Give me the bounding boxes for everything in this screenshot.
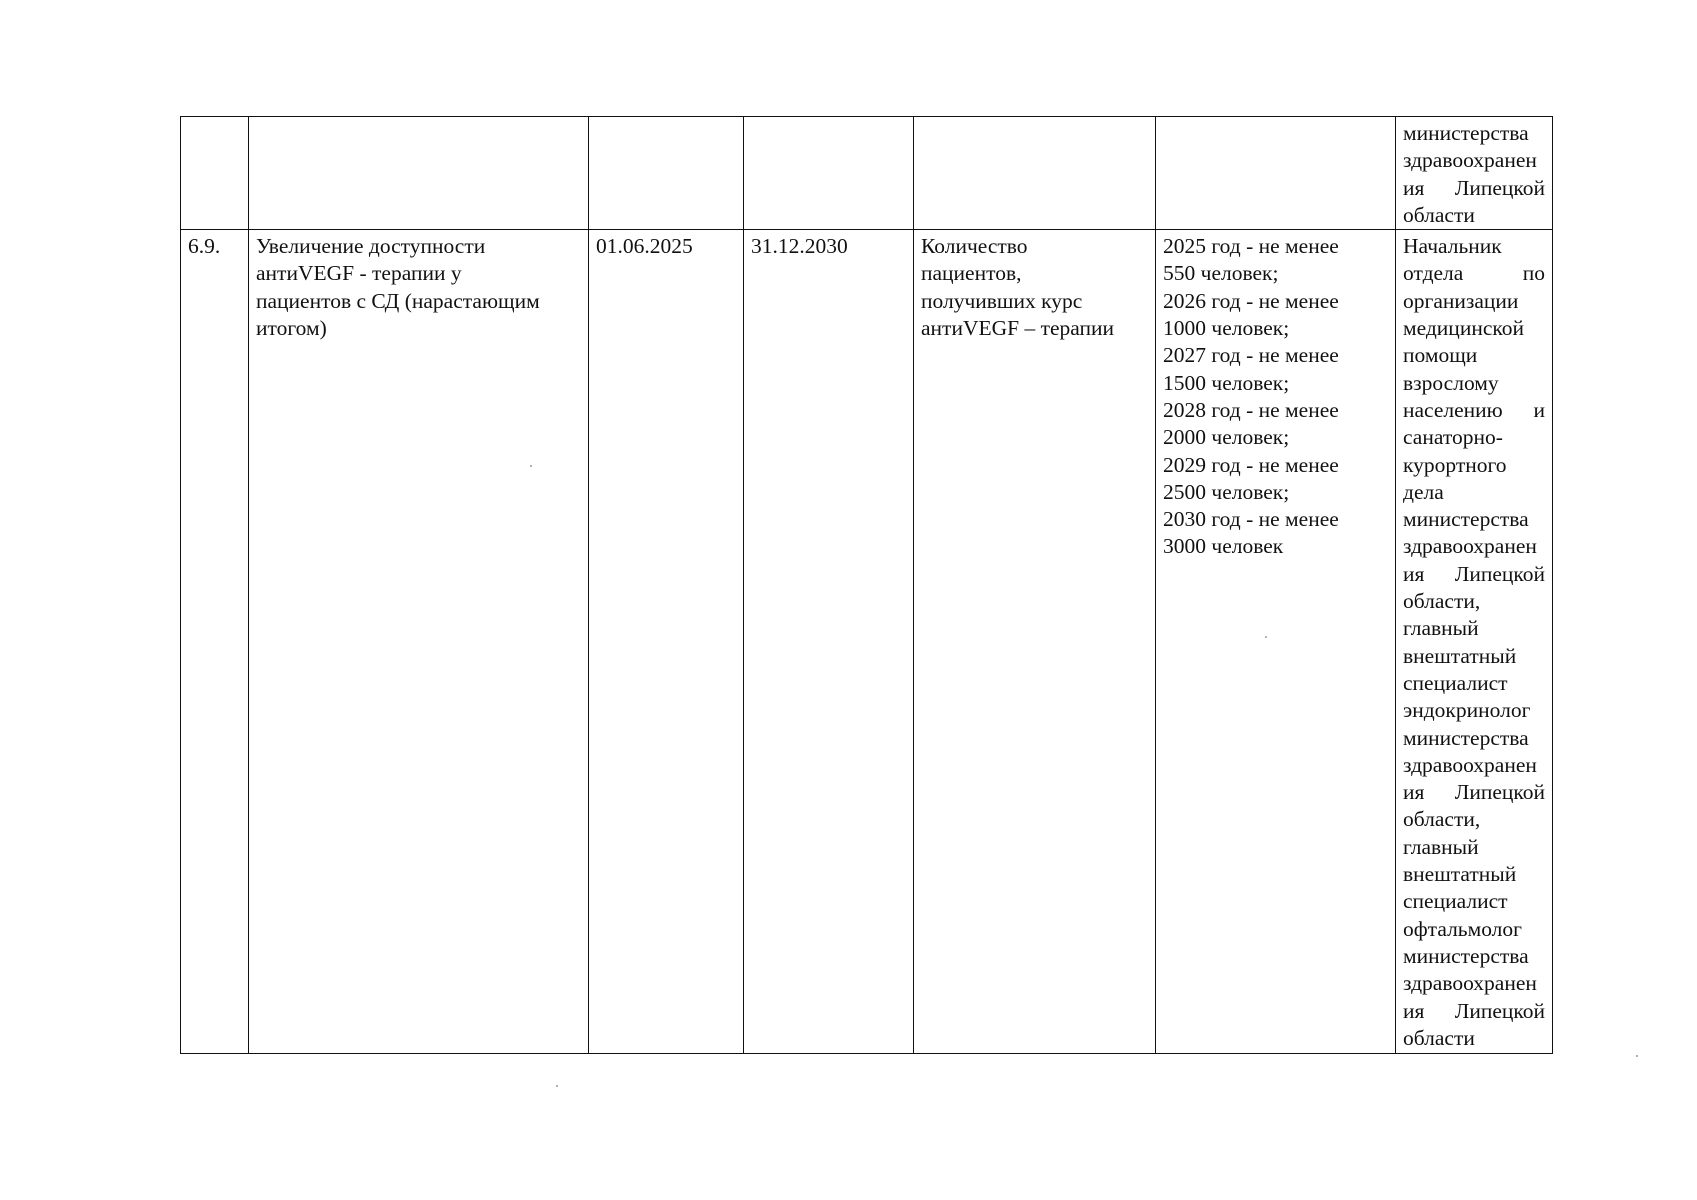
target-line: 550 человек; xyxy=(1163,261,1279,286)
scan-speck xyxy=(1265,636,1267,638)
text-line: антиVEGF – терапии xyxy=(921,316,1115,341)
text-line: санаторно- xyxy=(1403,425,1503,450)
text-line: здравоохранен xyxy=(1403,752,1537,777)
target-line: 1500 человек; xyxy=(1163,370,1290,395)
text-line: эндокринолог xyxy=(1403,698,1531,723)
word: ия xyxy=(1403,998,1425,1023)
target-line: 2028 год - не менее xyxy=(1163,397,1339,422)
text-line: помощи xyxy=(1403,343,1478,368)
word: Липецкой xyxy=(1454,780,1545,805)
target-line: 1000 человек; xyxy=(1163,316,1290,341)
text-line: главный xyxy=(1403,616,1479,641)
text-line: курортного xyxy=(1403,452,1507,477)
text-line: антиVEGF - терапии у xyxy=(256,261,462,286)
text-line: области xyxy=(1403,202,1475,227)
word: Липецкой xyxy=(1454,175,1545,200)
cell-start-date: 01.06.2025 xyxy=(589,230,744,1054)
text-line: офтальмолог xyxy=(1403,916,1522,941)
cell-indicator-empty xyxy=(914,117,1156,230)
text-line: области, xyxy=(1403,589,1481,614)
text-line: взрослому xyxy=(1403,370,1499,395)
text-line xyxy=(1403,779,1545,806)
text-line xyxy=(1403,998,1545,1025)
text-line: области xyxy=(1403,1025,1475,1050)
text-line xyxy=(1403,397,1545,424)
cell-target-empty xyxy=(1156,117,1396,230)
target-line: 2500 человек; xyxy=(1163,479,1290,504)
cell-measure-name xyxy=(249,230,589,1054)
text-line: пациентов, xyxy=(921,261,1022,286)
cell-number: 6.9. xyxy=(181,230,249,1054)
word: Липецкой xyxy=(1454,998,1545,1023)
text-line: специалист xyxy=(1403,889,1508,914)
text-line: области, xyxy=(1403,807,1481,832)
text-line: Количество xyxy=(921,234,1028,259)
text-line xyxy=(1403,260,1545,287)
text-line: внештатный xyxy=(1403,643,1517,668)
target-line: 2029 год - не менее xyxy=(1163,452,1339,477)
text-line: здравоохранен xyxy=(1403,148,1537,173)
text-line: внештатный xyxy=(1403,862,1517,887)
cell-responsible-previous xyxy=(1396,117,1553,230)
text-line: министерства xyxy=(1403,725,1529,750)
cell-start-empty xyxy=(589,117,744,230)
word: ия xyxy=(1403,780,1425,805)
target-line: 2000 человек; xyxy=(1163,425,1290,450)
plan-table xyxy=(180,116,1553,1054)
text-line: итогом) xyxy=(256,316,327,341)
text-line: Увеличение доступности xyxy=(256,234,486,259)
word: населению xyxy=(1403,397,1503,422)
text-line: министерства xyxy=(1403,121,1529,145)
word: Липецкой xyxy=(1454,561,1545,586)
text-line xyxy=(1403,175,1545,202)
scan-speck xyxy=(530,465,532,467)
cell-name-empty xyxy=(249,117,589,230)
cell-end-empty xyxy=(744,117,914,230)
table-row-6-9 xyxy=(181,230,1553,1054)
table-row-previous xyxy=(181,117,1553,230)
text-line: главный xyxy=(1403,834,1479,859)
word: ия xyxy=(1403,175,1425,200)
cell-number-empty xyxy=(181,117,249,230)
target-line: 3000 человек xyxy=(1163,534,1284,559)
text-line: Начальник xyxy=(1403,234,1502,259)
scan-speck xyxy=(1636,1055,1638,1057)
cell-target-values xyxy=(1156,230,1396,1054)
text-line: организации xyxy=(1403,288,1519,313)
cell-indicator xyxy=(914,230,1156,1054)
text-line: пациентов с СД (нарастающим xyxy=(256,288,540,313)
target-line: 2025 год - не менее xyxy=(1163,234,1339,259)
scan-speck xyxy=(556,1085,558,1087)
text-line: получивших курс xyxy=(921,288,1083,313)
word: ия xyxy=(1403,561,1425,586)
text-line: здравоохранен xyxy=(1403,534,1537,559)
word: по xyxy=(1522,261,1545,286)
cell-end-date: 31.12.2030 xyxy=(744,230,914,1054)
text-line xyxy=(1403,561,1545,588)
text-line: здравоохранен xyxy=(1403,971,1537,996)
text-line: специалист xyxy=(1403,670,1508,695)
word: отдела xyxy=(1403,261,1464,286)
cell-responsible xyxy=(1396,230,1553,1054)
target-line: 2030 год - не менее xyxy=(1163,507,1339,532)
text-line: медицинской xyxy=(1403,316,1524,341)
word: и xyxy=(1533,397,1545,422)
text-line: дела xyxy=(1403,479,1444,504)
target-line: 2026 год - не менее xyxy=(1163,288,1339,313)
text-line: министерства xyxy=(1403,943,1529,968)
text-line: министерства xyxy=(1403,507,1529,532)
target-line: 2027 год - не менее xyxy=(1163,343,1339,368)
